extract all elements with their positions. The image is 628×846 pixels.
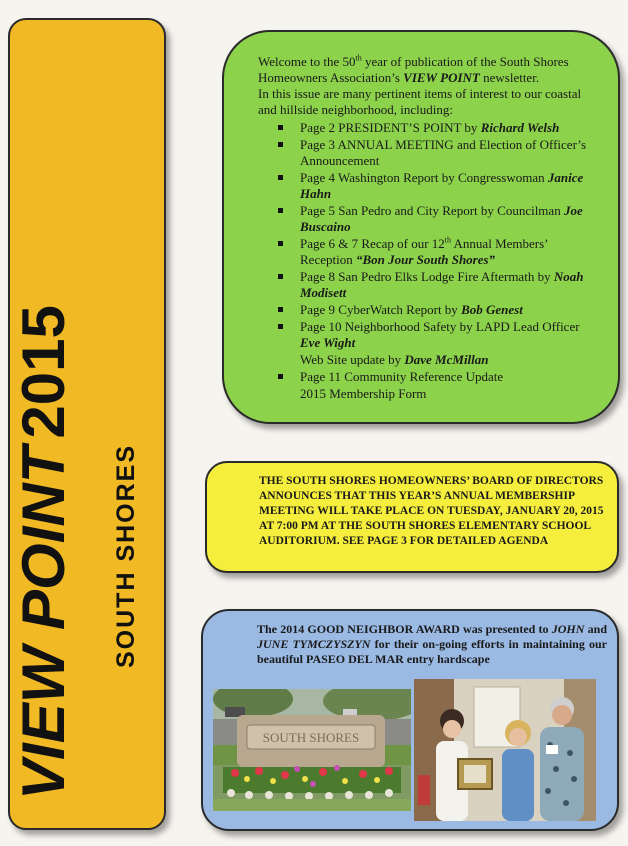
award-box	[201, 609, 619, 831]
item-author: Joe Buscaino	[300, 203, 583, 234]
item-text: Page 8 San Pedro Elks Lodge Fire Aftermath by	[300, 269, 554, 284]
item-author: Richard Welsh	[480, 120, 560, 135]
list-item	[300, 236, 600, 268]
item-text: 2015 Membership Form	[300, 386, 427, 401]
item-author: Janice Hahn	[300, 170, 584, 201]
list-item-continued	[300, 386, 600, 402]
item-text: Page 9 CyberWatch Report by	[300, 302, 462, 317]
banner-rotated-text	[10, 46, 164, 806]
intro-paragraph	[258, 54, 600, 86]
intro-paragraph-2: In this issue are many pertinent items of interest to our coastal and hillside neighborhood, including:	[258, 86, 582, 117]
item-text: Page 6 & 7 Recap of our 12	[300, 236, 445, 251]
award-text-2: and	[584, 622, 607, 636]
list-item	[300, 120, 600, 136]
item-author: Dave McMillan	[404, 352, 489, 367]
banner-small-title: SOUTH SHORES	[112, 443, 140, 668]
list-item-continued	[300, 352, 600, 368]
contents-box	[222, 30, 620, 424]
award-text-1: The 2014 GOOD NEIGHBOR AWARD was presented to	[257, 622, 552, 636]
item-sup: th	[444, 235, 452, 245]
item-author: Eve Wight	[300, 335, 356, 350]
intro-sup: th	[355, 53, 362, 63]
item-author: Bob Genest	[461, 302, 523, 317]
newsletter-name: VIEW POINT	[403, 70, 480, 85]
banner-big-title	[10, 305, 77, 800]
title-banner	[8, 18, 166, 830]
item-quote: “Bon Jour South Shores”	[355, 252, 496, 267]
hardscape-photo	[213, 689, 411, 811]
banner-view-point: VIEW POINT	[10, 446, 77, 800]
intro-text-3: newsletter.	[479, 70, 540, 85]
item-author: Noah Modisett	[300, 269, 584, 300]
list-item	[300, 137, 600, 169]
item-text: Page 3 ANNUAL MEETING and Election of Officer’s Announcement	[300, 137, 587, 168]
item-text: Page 4 Washington Report by Congresswoman	[300, 170, 548, 185]
meeting-announcement: THE SOUTH SHORES HOMEOWNERS’ BOARD OF DIRECTORS ANNOUNCES THAT THIS YEAR’S ANNUAL MEMBERSHIP MEETING WILL TAKE PLACE ON TUESDAY, JANUARY 20, 2015 AT 7:00 PM AT THE SOUTH SHORES ELEMENTARY SCHOOL AUDITORIUM. SEE PAGE 3 FOR DETAILED AGENDA	[205, 461, 619, 573]
award-ceremony-photo	[414, 679, 596, 821]
list-item	[300, 269, 600, 301]
contents-list	[258, 120, 600, 402]
sign-text: SOUTH SHORES	[262, 730, 360, 745]
intro-text-2: year of publication of the South Shores Homeowners Association’s	[258, 54, 569, 85]
award-text-3: for their on-going efforts in maintaining our beautiful PASEO DEL MAR entry hardscape	[257, 637, 607, 666]
item-text: Web Site update by	[300, 352, 405, 367]
award-name-2: JUNE TYMCZYSZYN	[257, 637, 371, 651]
list-item	[300, 170, 600, 202]
item-text: Page 10 Neighborhood Safety by LAPD Lead Officer	[300, 319, 580, 334]
list-item	[300, 302, 600, 318]
list-item	[300, 369, 600, 385]
award-text	[257, 622, 607, 667]
award-name-1: JOHN	[551, 622, 585, 636]
intro-text-1: Welcome to the 50	[258, 54, 356, 69]
list-item	[300, 203, 600, 235]
item-text: Page 11 Community Reference Update	[300, 369, 504, 384]
banner-year: 2015	[10, 305, 77, 439]
item-text-b: Annual Members’ Reception	[300, 236, 548, 267]
item-text: Page 2 PRESIDENT’S POINT by	[300, 120, 481, 135]
item-text: Page 5 San Pedro and City Report by Councilman	[300, 203, 564, 218]
list-item	[300, 319, 600, 351]
